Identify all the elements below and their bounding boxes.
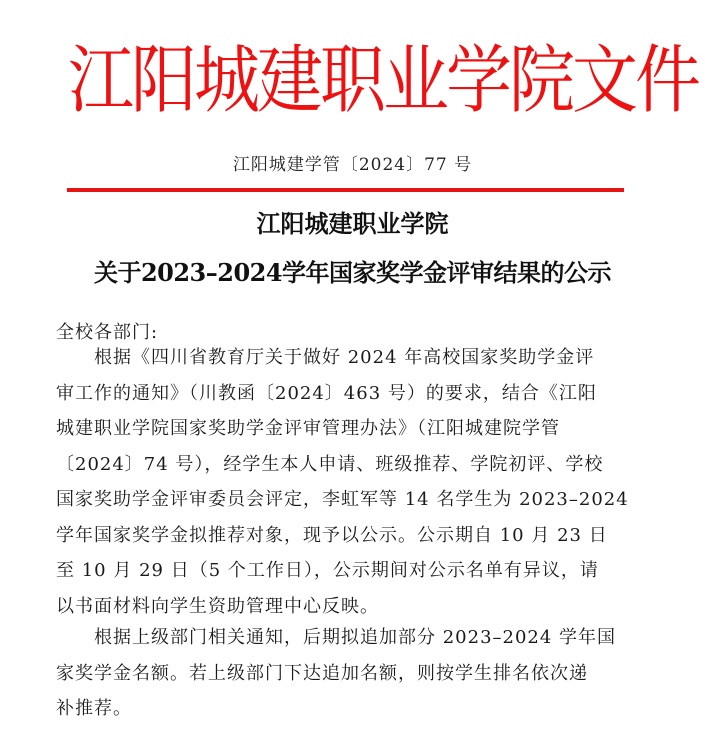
paragraph-1: [56, 340, 646, 624]
paragraph-line: 城建职业学院国家奖助学金评审管理办法》（江阳城建院学管: [56, 418, 560, 439]
paragraph-line: 家奖学金名额。若上级部门下达追加名额，则按学生排名依次递: [56, 662, 588, 684]
paragraph-line: 学年国家奖学金拟推荐对象，现予以公示。公示期自 10 月 23 日: [56, 524, 608, 546]
paragraph-line: 根据上级部门相关通知，后期拟追加部分 2023–2024 学年国: [94, 627, 617, 648]
paragraph-line: 补推荐。: [56, 698, 132, 719]
paragraph-line: 以书面材料向学生资助管理中心反映。: [56, 595, 379, 617]
paragraph-line: 审工作的通知》（川教函〔2024〕463 号）的要求，结合《江阳: [56, 382, 597, 404]
document-number: 江阳城建学管〔2024〕77 号: [232, 155, 473, 175]
salutation: 全校各部门:: [56, 322, 159, 343]
paragraph-line: 〔2024〕74 号），经学生本人申请、班级推荐、学院初评、学校: [56, 453, 604, 475]
red-divider-line: [67, 188, 624, 192]
title-line-2: 关于2023–2024学年国家奖学金评审结果的公示: [93, 258, 612, 287]
paragraph-line: 国家奖助学金评审委员会评定，李虹军等 14 名学生为 2023–2024: [56, 489, 629, 510]
paragraph-2: [56, 620, 646, 727]
paragraph-line: 根据《四川省教育厅关于做好 2024 年高校国家奖助学金评: [94, 347, 595, 368]
title-line-1: 江阳城建职业学院: [256, 209, 449, 238]
paragraph-line: 至 10 月 29 日（5 个工作日），公示期间对公示名单有异议，请: [56, 560, 599, 581]
document-masthead: 江阳城建职业学院文件: [68, 37, 698, 124]
